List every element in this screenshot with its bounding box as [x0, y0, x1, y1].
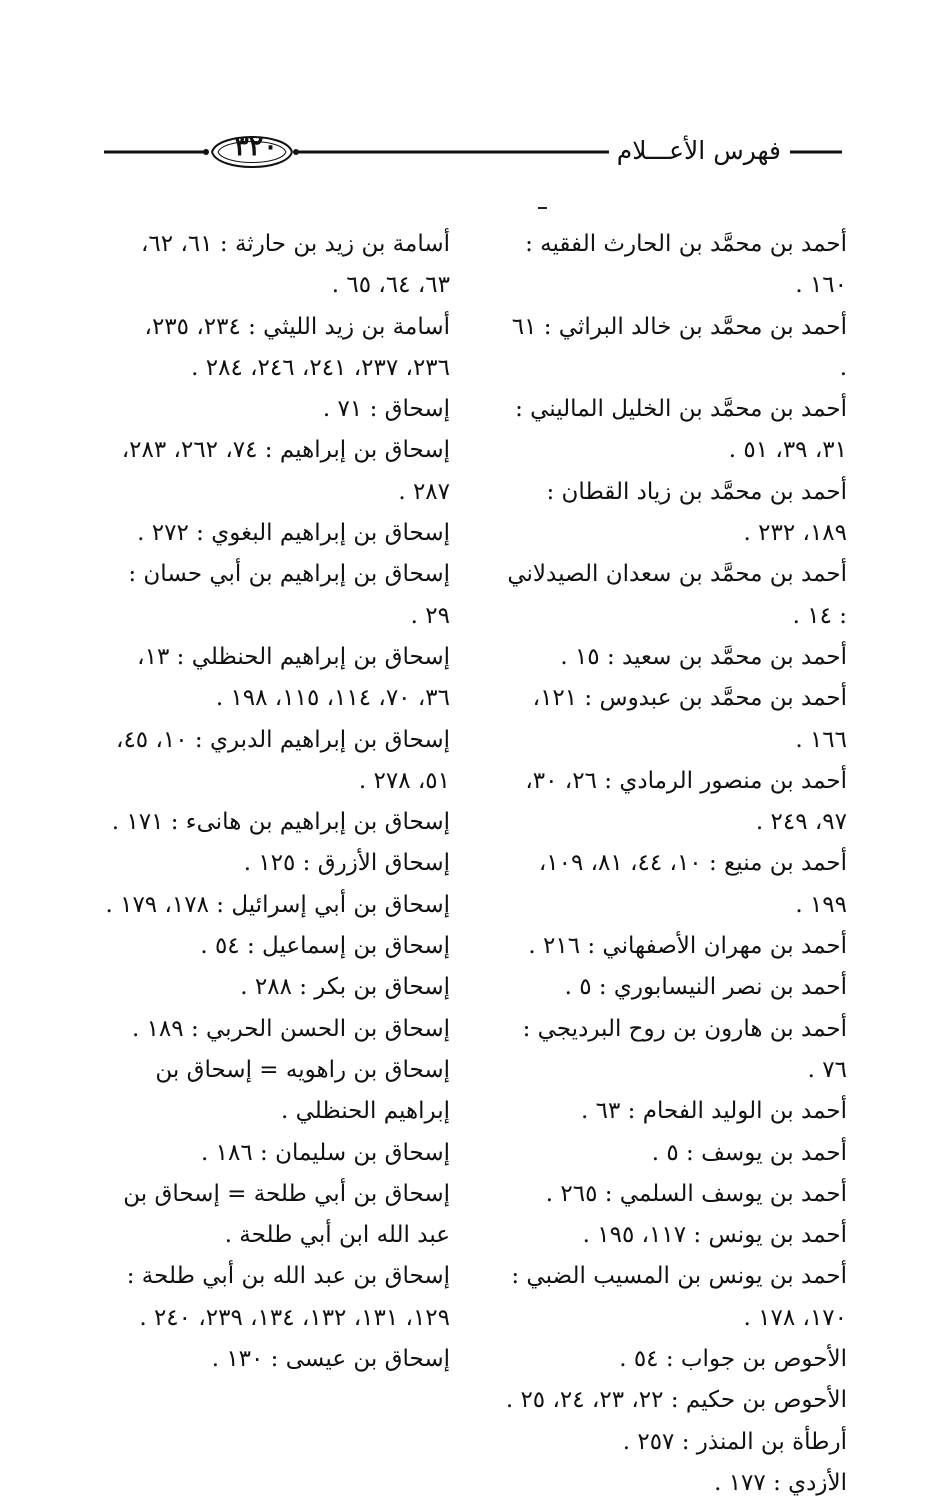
index-entry: أحمد بن محمَّد بن خالد البراثي : ٦١ .	[511, 313, 847, 381]
index-entry: إسحاق بن إبراهيم الحنظلي : ١٣، ٣٦، ٧٠، ١١٤، ١١٥، ١٩٨ .	[137, 643, 450, 712]
index-entry: أحمد بن محمَّد بن عبدوس : ١٢١، ١٦٦ .	[532, 685, 847, 753]
index-entry: إسحاق بن عيسى : ١٣٠ .	[211, 1346, 450, 1373]
index-entry: إسحاق بن إبراهيم بن هانىء : ١٧١ .	[111, 809, 450, 836]
index-entry: إسحاق بن راهويه = إسحاق بن إبراهيم الحنظلي .	[155, 1056, 450, 1125]
index-entry: أحمد بن يوسف السلمي : ٢٦٥ .	[545, 1180, 847, 1207]
index-entry: أرطأة بن المنذر : ٢٥٧ .	[622, 1428, 847, 1455]
index-entry: أحمد بن محمَّد بن الحارث الفقيه : ١٦٠ .	[525, 231, 847, 299]
index-entry: إسحاق بن إبراهيم الدبري : ١٠، ٤٥، ٥١، ٢٧٨ .	[116, 726, 450, 794]
index-entry: إسحاق بن الحسن الحربي : ١٨٩ .	[131, 1015, 450, 1042]
index-entry: أحمد بن هارون بن روح البرديجي : ٧٦ .	[522, 1015, 847, 1083]
index-entry: أحمد بن محمَّد بن سعيد : ١٥ .	[560, 643, 847, 670]
index-entry: أحمد بن محمَّد بن سعدان الصيدلاني : ١٤ .	[507, 561, 847, 629]
index-column-right	[502, 224, 847, 1504]
index-entry: أحمد بن يونس بن المسيب الضبي : ١٧٠، ١٧٨ .	[511, 1263, 847, 1331]
index-entry: أحمد بن محمَّد بن زياد القطان : ١٨٩، ٢٣٢ .	[546, 478, 847, 547]
index-entry: الأحوص بن جواب : ٥٤ .	[619, 1346, 847, 1373]
stray-mark	[538, 207, 547, 209]
index-entry: أحمد بن يوسف : ٥ .	[651, 1139, 847, 1166]
index-entry: أسامة بن زيد الليثي : ٢٣٤، ٢٣٥، ٢٣٦، ٢٣٧، ٢٤١، ٢٤٦، ٢٨٤ .	[144, 313, 450, 381]
index-entry: أحمد بن محمَّد بن الخليل الماليني : ٣١، ٣٩، ٥١ .	[515, 396, 847, 464]
page-number: ٣٢٠	[234, 131, 278, 162]
index-entry: إسحاق بن إبراهيم : ٧٤، ٢٦٢، ٢٨٣، ٢٨٧ .	[121, 437, 450, 505]
page-header	[100, 118, 845, 178]
index-entry: أحمد بن الوليد الفحام : ٦٣ .	[581, 1098, 847, 1125]
index-entry: أحمد بن منصور الرمادي : ٢٦، ٣٠، ٩٧، ٢٤٩ .	[525, 767, 847, 836]
index-entry: أحمد بن يونس : ١١٧، ١٩٥ .	[582, 1222, 847, 1249]
index-entry: أحمد بن مهران الأصفهاني : ٢١٦ .	[528, 933, 847, 960]
index-entry: الأزدي : ١٧٧ .	[714, 1469, 847, 1496]
running-title: فهرس الأعـــلام	[609, 136, 789, 166]
index-entry: إسحاق بن عبد الله بن أبي طلحة : ١٢٩، ١٣١، ١٣٢، ١٣٤، ٢٣٩، ٢٤٠ .	[126, 1263, 450, 1331]
index-entry: إسحاق بن إسماعيل : ٥٤ .	[200, 933, 450, 960]
index-entry: الأحوص بن حكيم : ٢٢، ٢٣، ٢٤، ٢٥ .	[505, 1387, 847, 1414]
index-entry: إسحاق : ٧١ .	[322, 396, 450, 423]
index-entry: إسحاق الأزرق : ١٢٥ .	[243, 850, 450, 877]
index-entry: إسحاق بن بكر : ٢٨٨ .	[240, 974, 450, 1001]
index-entry: أحمد بن نصر النيسابوري : ٥ .	[564, 974, 847, 1001]
index-entry: إسحاق بن أبي طلحة = إسحاق بن عبد الله ابن أبي طلحة .	[123, 1180, 450, 1249]
index-entry: أسامة بن زيد بن حارثة : ٦١، ٦٢، ٦٣، ٦٤، ٦٥ .	[140, 231, 450, 299]
index-entry: إسحاق بن سليمان : ١٨٦ .	[201, 1139, 450, 1166]
index-column-left	[105, 224, 450, 1380]
index-entry: إسحاق بن أبي إسرائيل : ١٧٨، ١٧٩ .	[105, 891, 450, 918]
index-entry: إسحاق بن إبراهيم البغوي : ٢٧٢ .	[137, 520, 450, 547]
index-entry: أحمد بن منيع : ١٠، ٤٤، ٨١، ١٠٩، ١٩٩ .	[538, 850, 847, 918]
index-entry: إسحاق بن إبراهيم بن أبي حسان : ٢٩ .	[128, 561, 450, 629]
